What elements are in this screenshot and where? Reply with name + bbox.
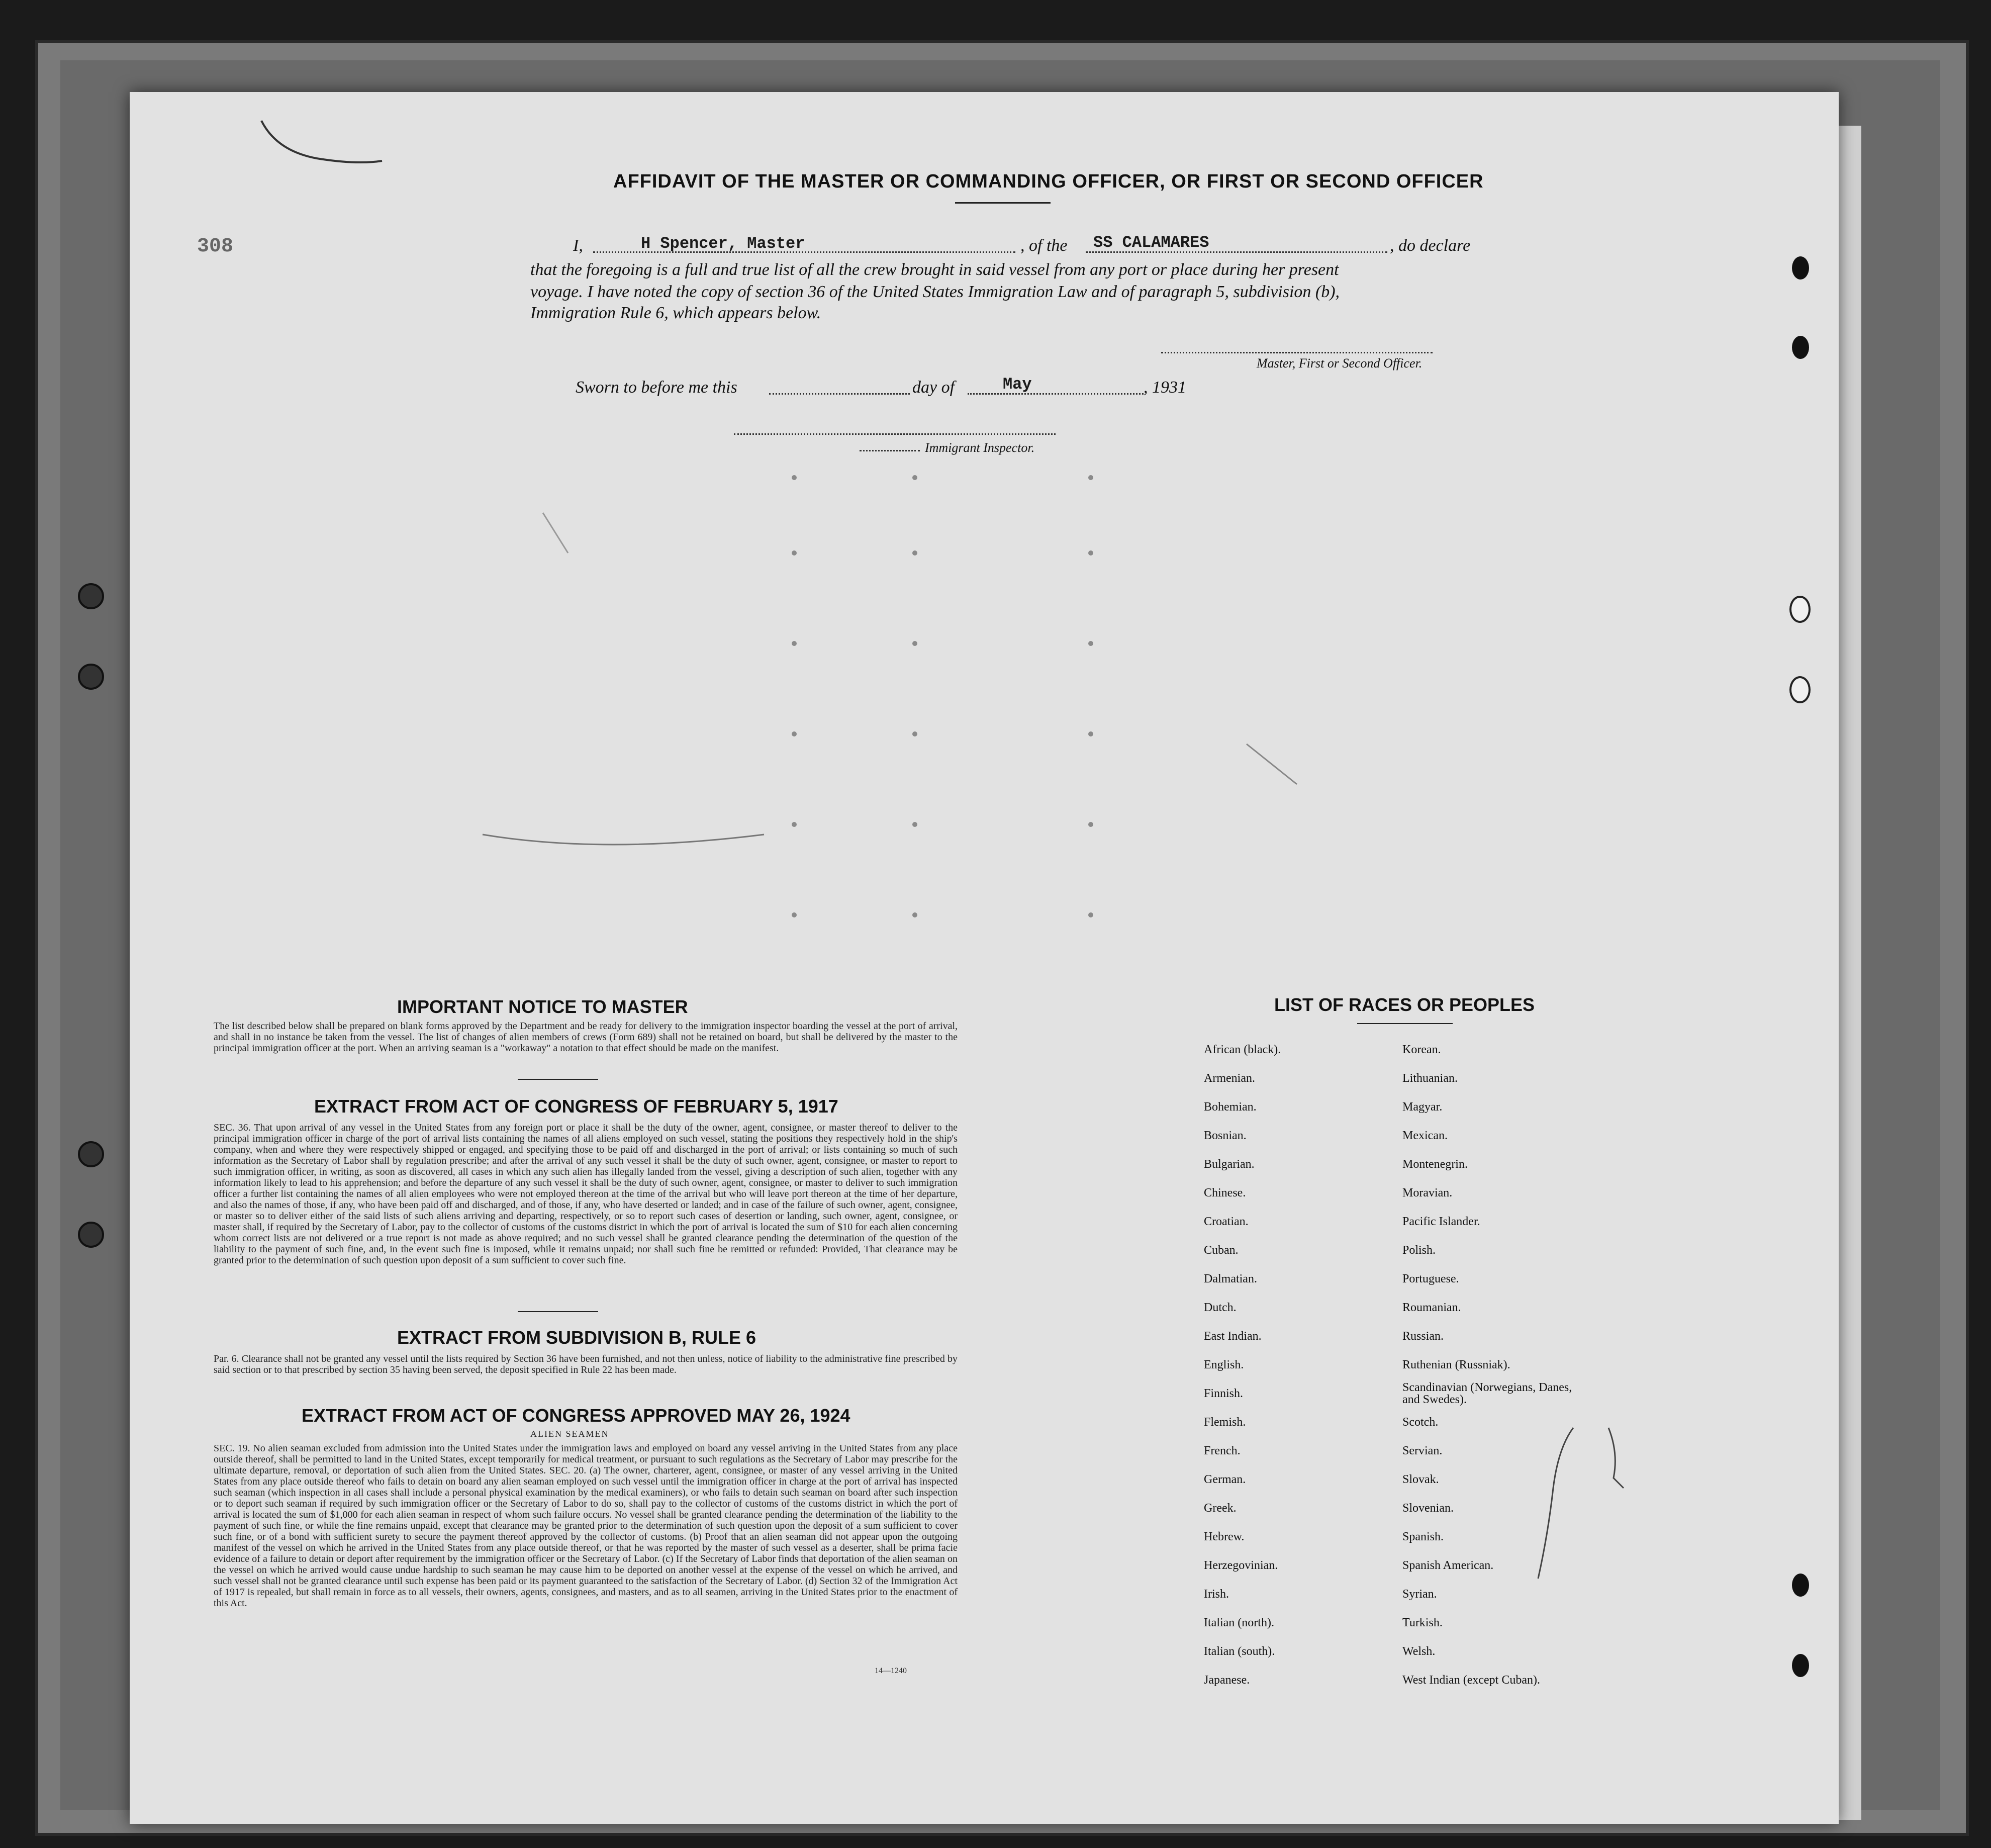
extract-1917-title: EXTRACT FROM ACT OF CONGRESS OF FEBRUARY 5, 1917 [314,1096,838,1117]
race-item: Flemish. [1204,1416,1246,1429]
binder-hole [1789,676,1811,703]
declaration-i: I, [573,236,583,255]
race-item: Montenegrin. [1402,1158,1468,1171]
declaration-line2: that the foregoing is a full and true list of all the crew brought in said vessel from any port or place during her present [530,260,1339,279]
race-item: Scandinavian (Norwegians, Danes, and Swedes). [1402,1381,1572,1406]
do-declare-label: , do declare [1390,236,1471,255]
race-item: Polish. [1402,1244,1436,1257]
binder-hole [1792,1654,1809,1677]
race-item: Chinese. [1204,1186,1246,1199]
race-item: Lithuanian. [1402,1072,1458,1085]
race-item: Portuguese. [1402,1272,1459,1285]
month-value: May [1003,375,1032,394]
race-item: Finnish. [1204,1387,1244,1400]
race-item: Bosnian. [1204,1129,1247,1142]
race-item: African (black). [1204,1043,1281,1056]
race-item: Magyar. [1402,1100,1443,1114]
races-title: LIST OF RACES OR PEOPLES [1274,994,1535,1015]
binder-hole [1792,336,1809,359]
binder-hole [78,1222,104,1248]
handwritten-mark [256,111,387,171]
subdivision-b-text: Par. 6. Clearance shall not be granted any vessel until the lists required by Section 36 have been furnished, and not then unless, notice of liability to the administrative fine prescribed by said section or to that prescribed by section 35 having been served, the deposit specified in Rule 22 has been made. [214,1353,958,1375]
inspector-line [734,433,1056,435]
inspector-label: Immigrant Inspector. [925,440,1035,455]
bleed-through-marks [452,452,1608,980]
races-rule [1357,1023,1453,1024]
of-the-label: , of the [1020,236,1068,255]
race-item: Mexican. [1402,1129,1448,1142]
race-item: Pacific Islander. [1402,1215,1480,1228]
race-item: Moravian. [1402,1186,1453,1199]
race-item: Hebrew. [1204,1530,1245,1543]
races-left-column [1204,1036,1281,1695]
master-name: H Spencer, Master [641,234,805,253]
race-item: Italian (south). [1204,1645,1275,1658]
race-item: Korean. [1402,1043,1441,1056]
notice-title: IMPORTANT NOTICE TO MASTER [397,996,688,1017]
race-item: Russian. [1402,1330,1444,1343]
master-signature-label: Master, First or Second Officer. [1257,356,1423,371]
race-item: Scotch. [1402,1416,1439,1429]
race-item: Croatian. [1204,1215,1249,1228]
vessel-name: SS CALAMARES [1093,233,1209,252]
binder-hole [78,583,104,609]
race-item: Dutch. [1204,1301,1237,1314]
declaration-line3: voyage. I have noted the copy of section 36 of the United States Immigration Law and of paragraph 5, subdivision (b), [530,283,1340,301]
extract-1924-text: SEC. 19. No alien seaman excluded from admission into the United States under the immigration laws and employed on board any vessel arriving in the United States from any place outside thereof, shall be permitted to land in the United States, except temporarily for medical treatment, or pursuant to such regulations as the Secretary of Labor may prescribe for the ultimate departure, removal, or deportation of such alien from the United States. SEC. 20. (a) The owner, charterer, agent, consignee, or master of any vessel arriving in the United States from any place outside thereof who fails to detain on board any alien seaman employed on such vessel until the immigration officer in charge at the port of arrival has inspected such seaman (which inspection in all cases shall include a personal physical examination by the medical examiners), or who fails to detain such seaman on board after such inspection or to deport such seaman if required by such immigration officer or the Secretary of Labor to do so, shall pay to the collector of customs of the customs district in which the port of arrival is located the sum of $1,000 for each alien seaman in respect of whom such failure occurs. No vessel shall be granted clearance pending the determination of the liability to the payment of such fine, or while the fine remains unpaid, except that clearance may be granted prior to the determination of such question upon the deposit of a sum sufficient to cover such fine, or of a bond with sufficient surety to secure the payment thereof approved by the collector of customs. (b) Proof that an alien seaman did not appear upon the outgoing manifest of the vessel on which he arrived in the United States from any place outside thereof, or that he was reported by the master of such vessel as a deserter, shall be prima facie evidence of a failure to detain or deport after requirement by the immigration officer or the Secretary of Labor. (c) If the Secretary of Labor finds that deportation of the alien seaman on the vessel on which he arrived would cause undue hardship to such seaman he may cause him to be deported on another vessel at the expense of the vessel on which he arrived, and such vessel shall not be granted clearance until such expense has been paid or its payment guaranteed to the satisfaction of the Secretary of Labor. (d) Section 32 of the Immigration Act of 1917 is repealed, but shall remain in force as to all vessels, their owners, agents, consignees, and masters, and as to all seamen, arriving in the United States prior to the enactment of this Act. [214,1443,958,1609]
race-item: Irish. [1204,1588,1229,1601]
race-item: Dalmatian. [1204,1272,1257,1285]
race-item: Welsh. [1402,1645,1436,1658]
subdivision-b-title: EXTRACT FROM SUBDIVISION B, RULE 6 [397,1327,756,1348]
handwritten-mark [1518,1418,1639,1679]
year-value: , 1931 [1144,378,1186,397]
race-item: Bohemian. [1204,1100,1257,1114]
race-item: Ruthenian (Russniak). [1402,1358,1510,1371]
extract-1924-subtitle: ALIEN SEAMEN [530,1429,609,1439]
binder-hole [78,1141,104,1167]
race-item: East Indian. [1204,1330,1262,1343]
race-item: Slovak. [1402,1473,1439,1486]
binder-hole [1792,256,1809,280]
inspector-line-short [860,450,920,451]
race-item: Spanish. [1402,1530,1444,1543]
notice-text: The list described below shall be prepared on blank forms approved by the Department and be ready for delivery to the immigration inspector boarding the vessel at the port of arrival, and shall in no instance be taken from the vessel. The list of changes of alien members of crews (Form 689) shall not be retained on board, but shall be delivered by the master to the principal immigration officer at the port. When an arriving seaman is a "workaway" a notation to that effect should be made on the manifest. [214,1021,958,1054]
binder-hole [1789,596,1811,623]
race-item: Spanish American. [1402,1559,1494,1572]
race-item: German. [1204,1473,1246,1486]
binder-hole [78,664,104,690]
race-item: Herzegovinian. [1204,1559,1278,1572]
affidavit-title: AFFIDAVIT OF THE MASTER OR COMMANDING OFFICER, OR FIRST OR SECOND OFFICER [613,171,1484,192]
race-item: Cuban. [1204,1244,1239,1257]
binder-hole [1792,1574,1809,1597]
day-line [769,393,910,395]
race-item: Servian. [1402,1444,1443,1457]
day-of-label: day of [912,378,955,397]
race-item: West Indian (except Cuban). [1402,1674,1540,1687]
race-item: Roumanian. [1402,1301,1461,1314]
extract-1917-text: SEC. 36. That upon arrival of any vessel in the United States from any foreign port or place it shall be the duty of the owner, agent, consignee, or master thereof to deliver to the principal immigration officer in charge of the port of arrival lists containing the names of all aliens employed on such vessel, stating the positions they respectively hold in the ship's company, when and where they were respectively shipped or engaged, and specifying those to be paid off and discharged in the port of arrival; or lists containing so much of such information as the Secretary of Labor shall by regulation prescribe; and after the arrival of any such vessel it shall be the duty of such owner, agent, consignee, or master to report to such immigration officer, in writing, as soon as discovered, all cases in which any such alien has illegally landed from the vessel, giving a description of such alien, together with any information likely to lead to his apprehension; and before the departure of any such vessel it shall be the duty of such owner, agent, consignee, or master to deliver to such immigration officer a further list containing the names of all alien employees who were not employed thereon at the time of the arrival but who will leave port thereon at the time of her departure, and also the names of those, if any, who have been paid off and discharged, and of those, if any, who have deserted or landed; and in case of the failure of such owner, agent, consignee, or master so to deliver either of the said lists of such aliens arriving and departing, respectively, or so to report such cases of desertion or landing, such owner, agent, consignee, or master shall, if required by the Secretary of Labor, pay to the collector of customs of the customs district in which the port of arrival is located the sum of $10 for each alien concerning whom correct lists are not delivered or a true report is not made as above required; and no such vessel shall be granted clearance pending the determination of the question of the liability to the payment of such fine, and, in the event such fine is imposed, while it remains unpaid; nor shall such fine be remitted or refunded: Provided, That clearance may be granted prior to the determination of such question upon deposit of a sum sufficient to cover such fine. [214,1122,958,1266]
race-item: Armenian. [1204,1072,1255,1085]
title-rule [955,202,1051,204]
race-item: Japanese. [1204,1674,1250,1687]
notice-rule [518,1079,598,1080]
race-item: Bulgarian. [1204,1158,1255,1171]
race-item: French. [1204,1444,1241,1457]
sworn-label: Sworn to before me this [576,378,737,397]
signature-line [1161,352,1433,353]
race-item: Slovenian. [1402,1502,1454,1515]
race-item: English. [1204,1358,1244,1371]
race-item: Italian (north). [1204,1616,1274,1629]
race-item: Syrian. [1402,1588,1437,1601]
margin-stamp: 308 [197,235,234,258]
month-line [968,393,1144,395]
race-item: Turkish. [1402,1616,1443,1629]
race-item: Greek. [1204,1502,1237,1515]
form-number: 14—1240 [875,1667,907,1675]
extract-1917-rule [518,1311,598,1312]
declaration-line4: Immigration Rule 6, which appears below. [530,304,821,322]
extract-1924-title: EXTRACT FROM ACT OF CONGRESS APPROVED MAY 26, 1924 [302,1405,850,1426]
